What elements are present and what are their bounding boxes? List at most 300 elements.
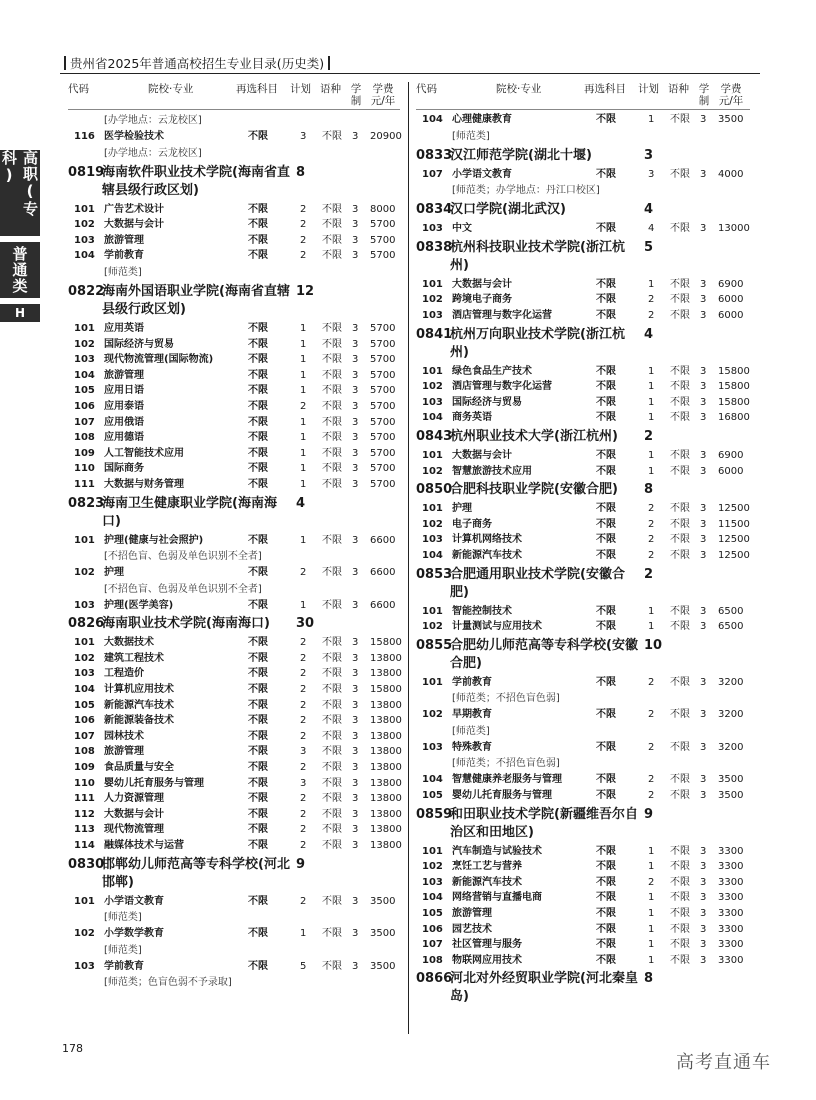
- major-years: 3: [352, 895, 359, 907]
- major-subject: 不限: [248, 960, 268, 972]
- major-language: 不限: [322, 250, 342, 262]
- major-row: [68, 129, 400, 145]
- major-code: 101: [422, 278, 443, 290]
- major-code: 101: [422, 605, 443, 617]
- major-note: [师范类；色盲色弱不予录取]: [104, 977, 232, 989]
- major-years: 3: [352, 447, 359, 459]
- major-name: 大数据与会计: [104, 219, 164, 231]
- header-left-bar: [64, 56, 66, 70]
- major-language: 不限: [670, 954, 690, 966]
- major-years: 3: [700, 549, 707, 561]
- major-years: 3: [352, 824, 359, 836]
- major-row: [416, 517, 750, 533]
- major-plan: 2: [300, 730, 307, 742]
- major-row: [416, 859, 750, 875]
- major-fee: 15800: [370, 637, 402, 649]
- major-language: 不限: [670, 534, 690, 546]
- page-title: 贵州省2025年普通高校招生专业目录(历史类): [70, 55, 325, 71]
- major-language: 不限: [670, 709, 690, 721]
- major-language: 不限: [670, 774, 690, 786]
- major-name: 跨境电子商务: [452, 294, 512, 306]
- major-fee: 3300: [718, 908, 744, 920]
- school-plan: 5: [644, 239, 654, 255]
- major-row: [68, 776, 400, 792]
- major-code: 105: [422, 790, 443, 802]
- major-name: 小学语文教育: [452, 168, 512, 180]
- major-code: 107: [422, 939, 443, 951]
- major-years: 3: [352, 478, 359, 490]
- major-years: 3: [352, 715, 359, 727]
- header-subject: 再选科目: [236, 83, 278, 95]
- side-tab-vocational: 高职(专科): [0, 150, 40, 236]
- major-name: 旅游管理: [104, 234, 144, 246]
- major-name: 新能源装备技术: [104, 715, 174, 727]
- right-column: [416, 80, 750, 1008]
- major-subject: 不限: [248, 762, 268, 774]
- school-name: 海南卫生健康职业学院(海南海口): [102, 495, 277, 529]
- major-subject: 不限: [248, 447, 268, 459]
- major-name: 人力资源管理: [104, 793, 164, 805]
- major-row: [68, 415, 400, 431]
- major-row: [416, 277, 750, 293]
- header-school-major: 院校·专业: [496, 83, 542, 95]
- major-name: 学前教育: [104, 960, 144, 972]
- major-years: 3: [352, 369, 359, 381]
- major-name: 网络营销与直播电商: [452, 892, 542, 904]
- major-row: [416, 379, 750, 395]
- major-years: 3: [352, 652, 359, 664]
- major-subject: 不限: [596, 845, 616, 857]
- major-plan: 1: [300, 354, 307, 366]
- major-code: 104: [422, 549, 443, 561]
- major-code: 105: [422, 908, 443, 920]
- major-row: [68, 698, 400, 714]
- major-name: 护理(健康与社会照护): [104, 534, 204, 546]
- header-code: 代码: [416, 83, 437, 95]
- major-fee: 15800: [718, 381, 750, 393]
- header-school-major: 院校·专业: [148, 83, 194, 95]
- major-code: 102: [422, 709, 443, 721]
- side-tab-general: 普通类: [0, 242, 40, 298]
- major-fee: 6500: [718, 621, 744, 633]
- major-years: 3: [700, 621, 707, 633]
- major-name: 智慧健康养老服务与管理: [452, 774, 562, 786]
- major-code: 102: [74, 652, 95, 664]
- major-row: [68, 894, 400, 910]
- major-row: [68, 337, 400, 353]
- major-years: 3: [352, 322, 359, 334]
- major-name: 旅游管理: [452, 908, 492, 920]
- major-language: 不限: [670, 876, 690, 888]
- major-code: 104: [74, 369, 95, 381]
- major-years: 3: [352, 599, 359, 611]
- major-language: 不限: [322, 369, 342, 381]
- major-code: 101: [422, 449, 443, 461]
- school-code: 0853: [416, 566, 453, 582]
- major-plan: 2: [648, 309, 655, 321]
- major-name: 心理健康教育: [452, 114, 512, 125]
- major-code: 103: [422, 876, 443, 888]
- major-plan: 2: [300, 250, 307, 262]
- major-years: 3: [352, 463, 359, 475]
- major-row: [68, 321, 400, 337]
- major-subject: 不限: [596, 774, 616, 786]
- school-code: 0822: [68, 283, 105, 299]
- major-language: 不限: [322, 599, 342, 611]
- major-years: 3: [352, 338, 359, 350]
- major-row: [68, 635, 400, 651]
- major-fee: 13800: [370, 730, 402, 742]
- major-name: 广告艺术设计: [104, 203, 164, 215]
- major-years: 3: [352, 534, 359, 546]
- major-code: 101: [74, 203, 95, 215]
- major-row: [416, 604, 750, 620]
- major-language: 不限: [670, 168, 690, 180]
- school-code: 0834: [416, 202, 453, 218]
- major-note: [师范类]: [104, 944, 142, 956]
- major-language: 不限: [322, 960, 342, 972]
- major-row: [68, 760, 400, 776]
- major-language: 不限: [322, 746, 342, 758]
- major-language: 不限: [670, 412, 690, 424]
- major-language: 不限: [670, 845, 690, 857]
- school-name: 海南职业技术学院(海南海口): [102, 616, 270, 632]
- major-note: [师范类；不招色盲色弱]: [452, 693, 560, 705]
- major-row: [416, 548, 750, 564]
- major-fee: 3500: [718, 790, 744, 802]
- school-code: 0826: [68, 616, 105, 632]
- major-subject: 不限: [248, 895, 268, 907]
- major-subject: 不限: [248, 928, 268, 940]
- side-tabs: [0, 150, 40, 328]
- major-plan: 2: [300, 699, 307, 711]
- major-code: 108: [74, 432, 95, 444]
- major-name: 园艺技术: [452, 923, 492, 935]
- major-language: 不限: [670, 223, 690, 235]
- major-plan: 2: [648, 709, 655, 721]
- major-row: [68, 807, 400, 823]
- major-subject: 不限: [248, 599, 268, 611]
- major-fee: 6900: [718, 278, 744, 290]
- school-heading: [416, 426, 750, 448]
- major-language: 不限: [322, 447, 342, 459]
- major-plan: 1: [648, 465, 655, 477]
- major-plan: 2: [300, 637, 307, 649]
- major-plan: 5: [300, 960, 307, 972]
- major-row: [416, 740, 750, 756]
- major-subject: 不限: [596, 923, 616, 935]
- major-plan: 1: [648, 381, 655, 393]
- major-language: 不限: [322, 793, 342, 805]
- major-years: 3: [352, 684, 359, 696]
- major-name: 应用日语: [104, 385, 144, 397]
- major-years: 3: [352, 354, 359, 366]
- major-years: 3: [700, 709, 707, 721]
- major-years: 3: [700, 908, 707, 920]
- major-language: 不限: [322, 203, 342, 215]
- major-name: 应用英语: [104, 322, 144, 334]
- major-name: 绿色食品生产技术: [452, 365, 532, 377]
- major-row: [68, 838, 400, 854]
- major-plan: 2: [648, 774, 655, 786]
- major-code: 101: [422, 365, 443, 377]
- major-row: [68, 399, 400, 415]
- major-code: 106: [422, 923, 443, 935]
- major-years: 3: [700, 774, 707, 786]
- major-years: 3: [700, 365, 707, 377]
- major-code: 111: [74, 478, 95, 490]
- school-code: 0830: [68, 856, 105, 872]
- major-plan: 2: [300, 567, 307, 579]
- major-subject: 不限: [596, 709, 616, 721]
- major-row: [68, 822, 400, 838]
- major-subject: 不限: [596, 278, 616, 290]
- major-code: 102: [422, 621, 443, 633]
- school-name: 杭州万向职业技术学院(浙江杭州): [450, 326, 625, 360]
- school-name: 邯郸幼儿师范高等专科学校(河北邯郸): [102, 856, 290, 890]
- major-language: 不限: [322, 808, 342, 820]
- major-subject: 不限: [596, 168, 616, 180]
- major-language: 不限: [322, 385, 342, 397]
- school-code: 0850: [416, 482, 453, 498]
- major-subject: 不限: [596, 465, 616, 477]
- major-years: 3: [700, 309, 707, 321]
- major-code: 103: [74, 960, 95, 972]
- major-plan: 1: [300, 478, 307, 490]
- major-subject: 不限: [248, 463, 268, 475]
- major-plan: 2: [300, 652, 307, 664]
- major-note: [师范类]: [452, 130, 490, 142]
- school-code: 0819: [68, 164, 105, 180]
- major-subject: 不限: [248, 730, 268, 742]
- major-code: 102: [422, 861, 443, 873]
- major-language: 不限: [322, 699, 342, 711]
- major-fee: 3300: [718, 954, 744, 966]
- major-note: [师范类]: [452, 725, 490, 737]
- school-heading: [416, 804, 750, 844]
- school-name: 合肥通用职业技术学院(安徽合肥): [450, 566, 625, 600]
- major-code: 103: [422, 741, 443, 753]
- major-years: 3: [700, 518, 707, 530]
- major-row: [68, 461, 400, 477]
- school-heading: [416, 199, 750, 221]
- major-years: 3: [700, 223, 707, 235]
- major-language: 不限: [322, 840, 342, 851]
- major-years: 3: [352, 762, 359, 774]
- major-language: 不限: [670, 605, 690, 617]
- school-code: 0866: [416, 971, 453, 987]
- major-row: [68, 446, 400, 462]
- major-code: 104: [422, 114, 443, 125]
- major-code: 102: [422, 294, 443, 306]
- major-subject: 不限: [248, 432, 268, 444]
- major-name: 大数据与财务管理: [104, 478, 184, 490]
- major-language: 不限: [670, 294, 690, 306]
- major-fee: 11500: [718, 518, 750, 530]
- school-code: 0859: [416, 806, 453, 822]
- major-row: [68, 202, 400, 218]
- school-plan: 12: [296, 283, 315, 299]
- major-note: [不招色盲、色弱及单色识别不全者]: [104, 583, 262, 595]
- major-row: [416, 619, 750, 635]
- major-fee: 5700: [370, 219, 396, 231]
- major-language: 不限: [670, 741, 690, 753]
- major-row: [416, 707, 750, 723]
- major-name: 应用泰语: [104, 400, 144, 412]
- major-code: 101: [74, 637, 95, 649]
- major-name: 医学检验技术: [104, 131, 164, 142]
- major-code: 110: [74, 463, 95, 475]
- major-row: [416, 448, 750, 464]
- left-column-header: [68, 80, 400, 110]
- major-row: [68, 430, 400, 446]
- major-fee: 20900: [370, 131, 402, 142]
- major-row: [68, 926, 400, 942]
- major-plan: 1: [300, 928, 307, 940]
- left-entries: [68, 112, 400, 991]
- major-fee: 13800: [370, 699, 402, 711]
- major-years: 3: [352, 928, 359, 940]
- major-fee: 6000: [718, 309, 744, 321]
- major-subject: 不限: [248, 354, 268, 366]
- major-name: 食品质量与安全: [104, 762, 174, 774]
- major-language: 不限: [322, 684, 342, 696]
- major-row: [68, 682, 400, 698]
- major-code: 103: [422, 534, 443, 546]
- major-row: [68, 713, 400, 729]
- page-header: [60, 52, 760, 74]
- major-fee: 3200: [718, 709, 744, 721]
- major-language: 不限: [322, 338, 342, 350]
- major-row: [416, 937, 750, 953]
- major-subject: 不限: [596, 309, 616, 321]
- major-code: 103: [74, 599, 95, 611]
- major-code: 101: [422, 845, 443, 857]
- major-row: [416, 675, 750, 691]
- major-years: 3: [352, 637, 359, 649]
- major-plan: 1: [648, 923, 655, 935]
- major-plan: 2: [648, 549, 655, 561]
- major-row: [68, 352, 400, 368]
- major-subject: 不限: [248, 131, 268, 142]
- major-subject: 不限: [596, 503, 616, 515]
- major-fee: 5700: [370, 250, 396, 262]
- major-fee: 3200: [718, 741, 744, 753]
- major-fee: 6000: [718, 294, 744, 306]
- major-name: 社区管理与服务: [452, 939, 522, 951]
- major-fee: 3500: [370, 928, 396, 940]
- major-note: [师范类]: [104, 266, 142, 278]
- major-language: 不限: [322, 730, 342, 742]
- major-subject: 不限: [596, 790, 616, 802]
- major-code: 103: [422, 396, 443, 408]
- major-plan: 1: [648, 114, 655, 125]
- major-name: 旅游管理: [104, 369, 144, 381]
- header-fee: 学费元/年: [718, 83, 744, 107]
- major-years: 3: [352, 416, 359, 428]
- major-plan: 1: [300, 369, 307, 381]
- major-fee: 12500: [718, 534, 750, 546]
- major-subject: 不限: [248, 684, 268, 696]
- major-row: [68, 651, 400, 667]
- major-language: 不限: [670, 549, 690, 561]
- school-name: 合肥幼儿师范高等专科学校(安徽合肥): [450, 637, 638, 671]
- major-language: 不限: [322, 715, 342, 727]
- major-fee: 16800: [718, 412, 750, 424]
- major-fee: 13800: [370, 777, 402, 789]
- major-plan: 2: [300, 840, 307, 851]
- major-plan: 2: [300, 203, 307, 215]
- major-fee: 5700: [370, 369, 396, 381]
- major-name: 电子商务: [452, 518, 492, 530]
- major-subject: 不限: [596, 396, 616, 408]
- major-years: 3: [700, 534, 707, 546]
- major-language: 不限: [322, 131, 342, 142]
- major-subject: 不限: [248, 699, 268, 711]
- major-row: [416, 112, 750, 128]
- major-name: 婴幼儿托育服务与管理: [104, 777, 204, 789]
- major-code: 104: [422, 774, 443, 786]
- major-plan: 1: [300, 599, 307, 611]
- major-name: 护理: [452, 503, 472, 515]
- major-years: 3: [700, 503, 707, 515]
- major-row: [68, 217, 400, 233]
- major-years: 3: [352, 400, 359, 412]
- major-language: 不限: [670, 621, 690, 633]
- major-language: 不限: [322, 652, 342, 664]
- header-years: 学制: [698, 83, 710, 107]
- major-fee: 6600: [370, 599, 396, 611]
- major-name: 旅游管理: [104, 746, 144, 758]
- major-fee: 13800: [370, 824, 402, 836]
- left-column: [68, 80, 400, 991]
- major-fee: 6900: [718, 449, 744, 461]
- major-name: 大数据与会计: [104, 808, 164, 820]
- major-subject: 不限: [596, 621, 616, 633]
- major-fee: 5700: [370, 416, 396, 428]
- major-name: 中文: [452, 223, 472, 235]
- major-row: [416, 292, 750, 308]
- major-row: [68, 744, 400, 760]
- major-plan: 2: [648, 294, 655, 306]
- major-subject: 不限: [596, 876, 616, 888]
- major-fee: 3300: [718, 923, 744, 935]
- major-years: 3: [352, 385, 359, 397]
- major-row: [68, 383, 400, 399]
- major-code: 102: [422, 465, 443, 477]
- major-code: 109: [74, 447, 95, 459]
- major-plan: 2: [300, 684, 307, 696]
- major-language: 不限: [670, 396, 690, 408]
- major-subject: 不限: [596, 534, 616, 546]
- major-subject: 不限: [248, 400, 268, 412]
- major-name: 工程造价: [104, 668, 144, 680]
- school-heading: [68, 162, 400, 202]
- school-name: 杭州职业技术大学(浙江杭州): [450, 428, 618, 444]
- school-code: 0823: [68, 495, 105, 511]
- major-plan: 1: [648, 861, 655, 873]
- major-name: 人工智能技术应用: [104, 447, 184, 459]
- major-language: 不限: [670, 923, 690, 935]
- major-name: 早期教育: [452, 709, 492, 721]
- major-fee: 15800: [718, 365, 750, 377]
- major-code: 101: [422, 676, 443, 688]
- major-subject: 不限: [248, 338, 268, 350]
- major-plan: 1: [648, 396, 655, 408]
- major-fee: 5700: [370, 447, 396, 459]
- major-plan: 1: [648, 621, 655, 633]
- major-code: 109: [74, 762, 95, 774]
